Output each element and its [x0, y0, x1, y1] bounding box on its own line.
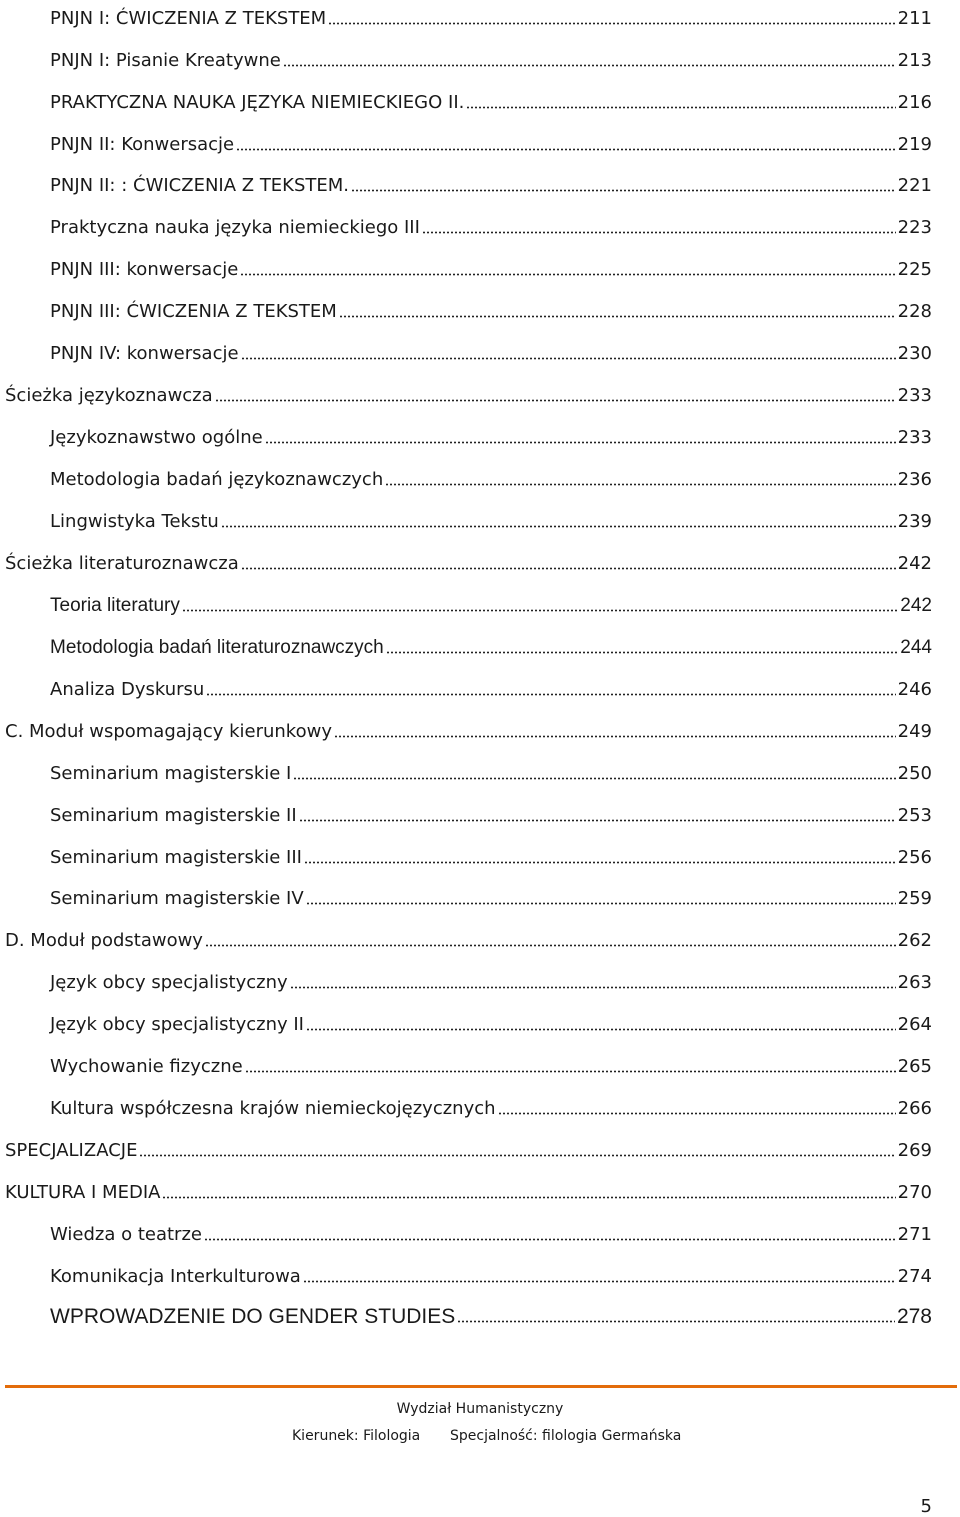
toc-dot-leader	[306, 902, 896, 905]
toc-entry-title: Kultura współczesna krajów niemieckojęzycznych	[50, 1098, 496, 1119]
toc-entry-page: 262	[897, 930, 932, 951]
toc-entry-title: Analiza Dyskursu	[50, 679, 205, 700]
toc-dot-leader	[204, 1238, 896, 1241]
toc-dot-leader	[466, 106, 895, 109]
toc-entry[interactable]	[5, 1258, 932, 1288]
toc-dot-leader	[206, 693, 895, 696]
toc-entry-title: Lingwistyka Tekstu	[50, 511, 219, 532]
page-number: 5	[920, 1496, 932, 1517]
toc-dot-leader	[422, 231, 896, 234]
toc-entry[interactable]	[5, 126, 932, 156]
toc-entry[interactable]	[5, 1216, 932, 1246]
toc-entry-page: 246	[897, 679, 932, 700]
toc-entry-page: 211	[897, 8, 932, 29]
toc-entry[interactable]	[5, 964, 932, 994]
toc-entry-title: PNJN IV: konwersacje	[50, 343, 239, 364]
toc-entry-title: PNJN I: ĆWICZENIA Z TEKSTEM	[50, 8, 327, 29]
toc-entry[interactable]	[5, 335, 932, 365]
toc-dot-leader	[205, 944, 896, 947]
toc-entry-page: 233	[897, 385, 932, 406]
toc-entry-title: Komunikacja Interkulturowa	[50, 1266, 301, 1287]
toc-entry-title: PNJN III: konwersacje	[50, 259, 239, 280]
toc-dot-leader	[299, 819, 896, 822]
toc-entry-title: Język obcy specjalistyczny	[50, 972, 288, 993]
toc-entry-page: 265	[897, 1056, 932, 1077]
toc-dot-leader	[265, 441, 896, 444]
toc-dot-leader	[241, 567, 896, 570]
toc-entry-title: Język obcy specjalistyczny II	[50, 1014, 304, 1035]
toc-entry-title: Seminarium magisterskie II	[50, 805, 297, 826]
toc-entry[interactable]	[5, 251, 932, 281]
toc-dot-leader	[457, 1320, 895, 1323]
toc-dot-leader	[241, 357, 896, 360]
toc-entry-page: 270	[897, 1182, 932, 1203]
toc-entry-page: 213	[897, 50, 932, 71]
toc-entry-page: 221	[897, 175, 932, 196]
toc-entry[interactable]	[5, 880, 932, 910]
toc-entry[interactable]	[5, 503, 932, 533]
toc-entry[interactable]	[5, 377, 932, 407]
toc-dot-leader	[303, 1280, 896, 1283]
toc-entry-title: PNJN I: Pisanie Kreatywne	[50, 50, 281, 71]
toc-entry-page: 236	[897, 469, 932, 490]
toc-entry-page: 219	[897, 134, 932, 155]
toc-entry-title: Metodologia badań literaturoznawczych	[50, 637, 384, 658]
footer-divider	[5, 1385, 957, 1388]
toc-dot-leader	[240, 273, 895, 276]
toc-dot-leader	[215, 399, 896, 402]
toc-entry-title: PRAKTYCZNA NAUKA JĘZYKA NIEMIECKIEGO II.	[50, 92, 465, 113]
toc-entry-page: 216	[897, 92, 932, 113]
toc-entry-title: Metodologia badań językoznawczych	[50, 469, 384, 490]
toc-entry[interactable]	[5, 461, 932, 491]
toc-entry-page: 256	[897, 847, 932, 868]
toc-entry-page: 239	[897, 511, 932, 532]
toc-entry[interactable]	[5, 545, 932, 575]
toc-dot-leader	[339, 315, 896, 318]
toc-entry-title: Językoznawstwo ogólne	[50, 427, 263, 448]
toc-entry-title: Seminarium magisterskie IV	[50, 888, 304, 909]
toc-entry[interactable]	[5, 587, 932, 617]
toc-dot-leader	[139, 1154, 895, 1157]
toc-entry[interactable]	[5, 1132, 932, 1162]
toc-entry[interactable]	[5, 1006, 932, 1036]
toc-dot-leader	[498, 1112, 896, 1115]
toc-entry-page: 278	[896, 1305, 932, 1328]
toc-entry[interactable]	[5, 419, 932, 449]
toc-entry-page: 233	[897, 427, 932, 448]
toc-entry-page: 264	[897, 1014, 932, 1035]
toc-dot-leader	[385, 483, 895, 486]
toc-entry-page: 249	[897, 721, 932, 742]
toc-dot-leader	[245, 1070, 896, 1073]
toc-entry-title: Seminarium magisterskie III	[50, 847, 302, 868]
toc-entry-page: 253	[897, 805, 932, 826]
toc-entry-page: 250	[897, 763, 932, 784]
toc-entry[interactable]	[5, 713, 932, 743]
toc-entry-title: Ścieżka literaturoznawcza	[5, 553, 239, 574]
toc-dot-leader	[236, 148, 896, 151]
toc-entry-title: Wychowanie fizyczne	[50, 1056, 243, 1077]
toc-dot-leader	[328, 22, 895, 25]
toc-entry-page: 274	[897, 1266, 932, 1287]
toc-entry-page: 223	[897, 217, 932, 238]
toc-entry-title: Seminarium magisterskie I	[50, 763, 292, 784]
footer-faculty: Wydział Humanistyczny	[396, 1401, 564, 1417]
toc-entry-title: SPECJALIZACJE	[5, 1140, 138, 1161]
toc-entry-page: 263	[897, 972, 932, 993]
toc-entry[interactable]	[5, 293, 932, 323]
toc-dot-leader	[386, 651, 899, 654]
toc-entry[interactable]	[5, 42, 932, 72]
toc-entry[interactable]	[5, 0, 932, 30]
toc-entry-page: 259	[897, 888, 932, 909]
footer-specialty: Specjalność: filologia Germańska	[450, 1428, 682, 1444]
toc-entry[interactable]	[5, 797, 932, 827]
toc-entry-title: KULTURA I MEDIA	[5, 1182, 161, 1203]
toc-entry-page: 228	[897, 301, 932, 322]
toc-entry[interactable]	[5, 839, 932, 869]
toc-entry-title: C. Moduł wspomagający kierunkowy	[5, 721, 332, 742]
toc-entry-page: 271	[897, 1224, 932, 1245]
toc-entry-title: PNJN III: ĆWICZENIA Z TEKSTEM	[50, 301, 337, 322]
toc-entry[interactable]	[5, 629, 932, 659]
toc-entry[interactable]	[5, 755, 932, 785]
toc-entry-page: 266	[897, 1098, 932, 1119]
toc-entry-title: Ścieżka językoznawcza	[5, 385, 213, 406]
toc-entry-title: PNJN II: Konwersacje	[50, 134, 235, 155]
toc-entry[interactable]	[5, 209, 932, 239]
toc-entry[interactable]	[5, 922, 932, 952]
toc-entry-title: Wiedza o teatrze	[50, 1224, 202, 1245]
toc-entry[interactable]	[5, 1298, 932, 1328]
toc-dot-leader	[162, 1196, 895, 1199]
toc-entry-title: D. Moduł podstawowy	[5, 930, 203, 951]
toc-entry-title: Teoria literatury	[50, 595, 180, 616]
toc-dot-leader	[182, 609, 898, 612]
toc-dot-leader	[283, 64, 896, 67]
toc-entry[interactable]	[5, 1090, 932, 1120]
toc-dot-leader	[351, 189, 896, 192]
toc-entry-page: 225	[897, 259, 932, 280]
toc-entry-page: 242	[900, 595, 932, 616]
toc-dot-leader	[334, 735, 896, 738]
toc-entry[interactable]	[5, 167, 932, 197]
toc-dot-leader	[290, 986, 896, 989]
toc-dot-leader	[306, 1028, 896, 1031]
footer-field: Kierunek: Filologia	[292, 1428, 421, 1444]
toc-entry-page: 244	[900, 637, 932, 658]
toc-entry[interactable]	[5, 1048, 932, 1078]
toc-entry-page: 269	[897, 1140, 932, 1161]
toc-entry[interactable]	[5, 671, 932, 701]
toc-entry-title: Praktyczna nauka języka niemieckiego III	[50, 217, 420, 238]
toc-entry-title: PNJN II: : ĆWICZENIA Z TEKSTEM.	[50, 175, 350, 196]
toc-entry-page: 230	[897, 343, 932, 364]
toc-entry[interactable]	[5, 1174, 932, 1204]
toc-entry-title: WPROWADZENIE DO GENDER STUDIES	[50, 1305, 456, 1328]
toc-dot-leader	[293, 777, 895, 780]
toc-dot-leader	[221, 525, 896, 528]
toc-entry[interactable]	[5, 84, 932, 114]
toc-entry-page: 242	[897, 553, 932, 574]
toc-dot-leader	[304, 861, 896, 864]
